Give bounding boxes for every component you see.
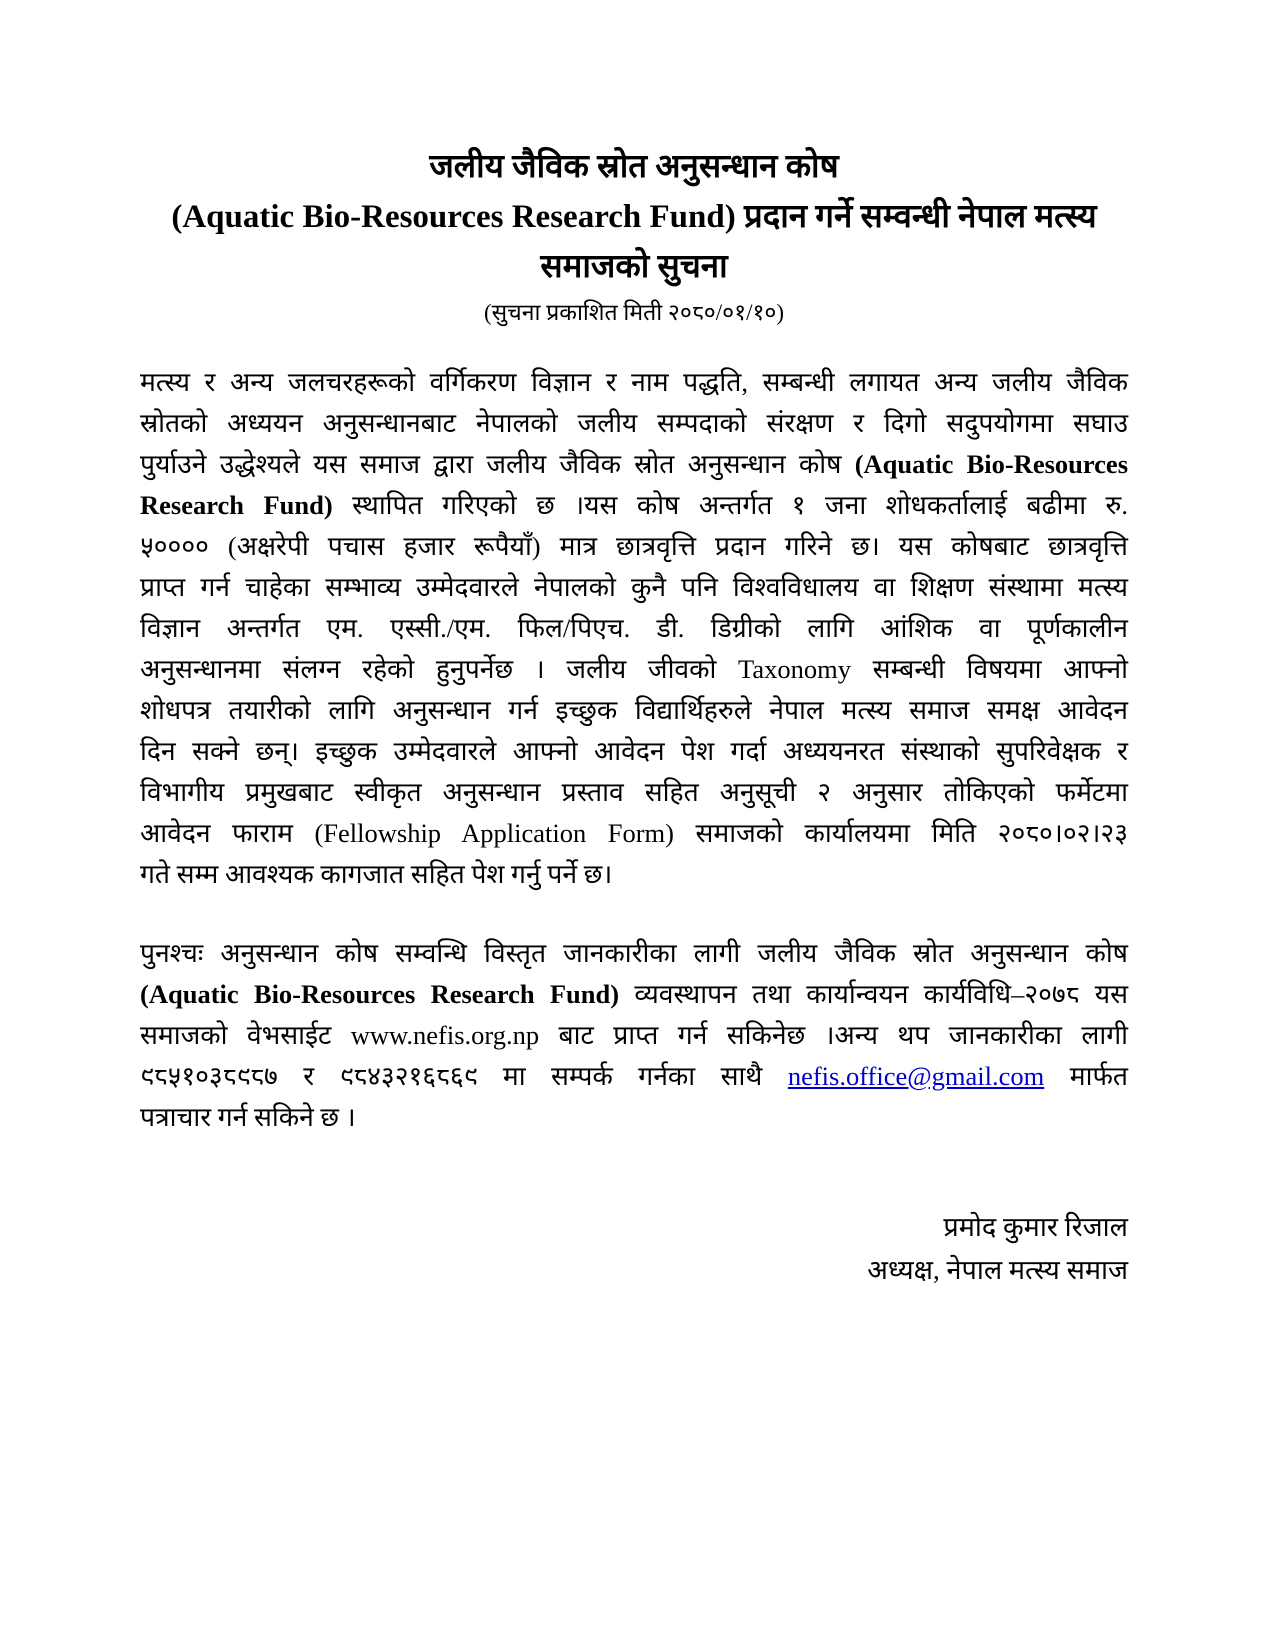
document-title-line2 — [140, 192, 1128, 242]
document-title-line3: समाजको सुचना — [540, 249, 728, 285]
text-segment: स्रोतको अध्ययन अनुसन्धानबाट नेपालको जलीय सम्पदाको संरक्षण र दिगो सदुपयोगमा सघाउ — [140, 408, 1128, 438]
notice-paragraph-postscript — [140, 933, 1128, 1138]
text-line — [140, 772, 1128, 813]
text-line — [140, 403, 1128, 444]
text-line — [140, 362, 1128, 403]
text-line — [140, 608, 1128, 649]
text-segment: पुनश्चः अनुसन्धान कोष सम्वन्धि विस्तृत जानकारीका लागी जलीय जैविक स्रोत अनुसन्धान कोष — [140, 938, 1128, 968]
text-line — [140, 933, 1128, 974]
text-line — [140, 1056, 1128, 1097]
text-segment: आवेदन फाराम (Fellowship Application Form) समाजको कार्यालयमा मिति २०८०।०२।२३ — [140, 818, 1128, 848]
email-link[interactable]: nefis.office@gmail.com — [787, 1061, 1045, 1091]
text-line — [140, 690, 1128, 731]
notice-body — [140, 362, 1128, 1138]
text-segment: गते सम्म आवश्यक कागजात सहित पेश गर्नु पर्ने छ। — [140, 859, 613, 889]
text-segment: अनुसन्धानमा संलग्न रहेको हुनुपर्नेछ । जलीय जीवको Taxonomy सम्बन्धी विषयमा आफ्नो — [140, 654, 1128, 684]
publish-date-note: (सुचना प्रकाशित मिती २०८०/०१/१०) — [483, 300, 785, 325]
text-segment: शोधपत्र तयारीको लागि अनुसन्धान गर्न इच्छुक विद्यार्थिहरुले नेपाल मत्स्य समाज समक्ष आवेदन — [140, 695, 1128, 725]
text-segment: स्थापित गरिएको छ ।यस कोष अन्तर्गत १ जना शोधकर्तालाई बढीमा रु. — [332, 490, 1128, 520]
text-segment: (Aquatic Bio-Resources Research Fund — [171, 199, 725, 235]
text-segment: विज्ञान अन्तर्गत एम. एस्सी./एम. फिल/पिएच. डी. डिग्रीको लागि आंशिक वा पूर्णकालीन — [140, 613, 1128, 643]
text-segment: ९८५१०३८९८७ र ९८४३२१६८६९ मा सम्पर्क गर्नका साथै — [140, 1061, 788, 1091]
text-segment: प्राप्त गर्न चाहेका सम्भाव्य उम्मेदवारले नेपालको कुनै पनि विश्वविधालय वा शिक्षण संस्थामा मत्स्य — [140, 572, 1128, 602]
document-title-line1: जलीय जैविक स्रोत अनुसन्धान कोष — [429, 149, 839, 185]
text-line — [140, 485, 1128, 526]
document-header — [140, 142, 1128, 332]
text-segment: पत्राचार गर्न सकिने छ । — [140, 1102, 356, 1132]
text-segment: समाजको वेभसाईट www.nefis.org.np बाट प्राप्त गर्न सकिनेछ ।अन्य थप जानकारीका लागी — [140, 1020, 1128, 1050]
signatory-name: प्रमोद कुमार रिजाल — [943, 1212, 1128, 1242]
text-line — [140, 649, 1128, 690]
text-segment: मार्फत — [1044, 1061, 1128, 1091]
text-segment: व्यवस्थापन तथा कार्यान्वयन कार्यविधि–२०७८ यस — [619, 979, 1128, 1009]
latin-bold-text: (Aquatic Bio-Resources Research Fund) — [140, 979, 620, 1009]
text-line — [140, 813, 1128, 854]
text-line — [140, 1015, 1128, 1056]
text-segment: ) प्रदान गर्ने सम्वन्धी नेपाल मत्स्य — [724, 199, 1097, 235]
text-line — [140, 567, 1128, 608]
text-line — [140, 974, 1128, 1015]
text-line — [140, 854, 1128, 895]
text-segment: विभागीय प्रमुखबाट स्वीकृत अनुसन्धान प्रस्ताव सहित अनुसूची २ अनुसार तोकिएको फर्मेटमा — [140, 777, 1128, 807]
latin-bold-text: (Aquatic Bio-Resources — [854, 449, 1129, 479]
signature-block — [140, 1206, 1128, 1292]
text-line — [140, 1097, 1128, 1138]
notice-paragraph-main — [140, 362, 1128, 895]
text-line — [140, 444, 1128, 485]
latin-bold-text: Research Fund) — [140, 490, 333, 520]
text-segment: मत्स्य र अन्य जलचरहरूको वर्गिकरण विज्ञान र नाम पद्धति, सम्बन्धी लगायत अन्य जलीय जैविक — [140, 367, 1128, 397]
document-content — [140, 142, 1128, 1292]
text-segment: ५०००० (अक्षरेपी पचास हजार रूपैयाँ) मात्र छात्रवृत्ति प्रदान गरिने छ। यस कोषबाट छात्रवृत्ति — [140, 531, 1128, 561]
text-line — [140, 526, 1128, 567]
text-segment: पुर्याउने उद्धेश्यले यस समाज द्वारा जलीय जैविक स्रोत अनुसन्धान कोष — [140, 449, 855, 479]
text-line — [140, 731, 1128, 772]
signatory-title: अध्यक्ष, नेपाल मत्स्य समाज — [867, 1255, 1128, 1285]
text-segment: दिन सक्ने छन्। इच्छुक उम्मेदवारले आफ्नो आवेदन पेश गर्दा अध्ययनरत संस्थाको सुपरिवेक्षक र — [140, 736, 1128, 766]
